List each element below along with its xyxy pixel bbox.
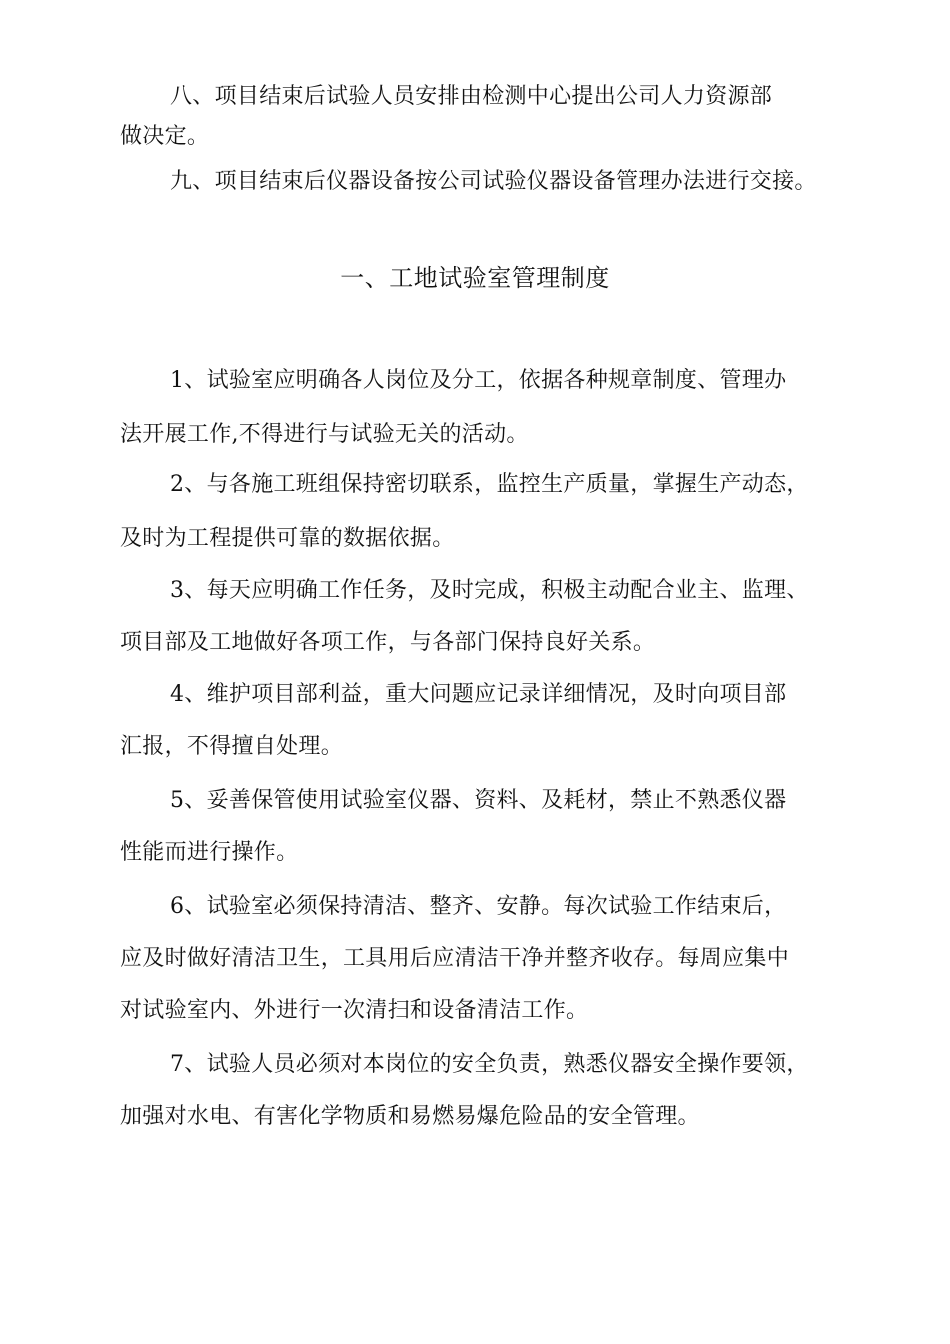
- item-8-line-1: 八、项目结束后试验人员安排由检测中心提出公司人力资源部: [170, 84, 773, 109]
- rule-5-line-1: 5、妥善保管使用试验室仪器、资料、及耗材，禁止不熟悉仪器: [170, 788, 787, 813]
- rule-4-line-2: 汇报，不得擅自处理。: [120, 734, 344, 759]
- rule-3-line-1: 3、每天应明确工作任务，及时完成，积极主动配合业主、监理、: [170, 578, 809, 603]
- rule-3-line-2: 项目部及工地做好各项工作，与各部门保持良好关系。: [120, 630, 656, 655]
- rule-7-line-2: 加强对水电、有害化学物质和易燃易爆危险品的安全管理。: [120, 1104, 700, 1129]
- rule-6-line-2: 应及时做好清洁卫生，工具用后应清洁干净并整齐收存。每周应集中: [120, 946, 790, 971]
- item-8-line-2: 做决定。: [120, 124, 210, 149]
- rule-4-line-1: 4、维护项目部利益，重大问题应记录详细情况，及时向项目部: [170, 682, 787, 707]
- rule-5-line-2: 性能而进行操作。: [120, 840, 299, 865]
- rule-2-line-2: 及时为工程提供可靠的数据依据。: [120, 526, 455, 551]
- rule-1-line-1: 1、试验室应明确各人岗位及分工，依据各种规章制度、管理办: [170, 368, 787, 393]
- rule-6-line-3: 对试验室内、外进行一次清扫和设备清洁工作。: [120, 998, 589, 1023]
- section-title: 一、工地试验室管理制度: [340, 264, 610, 292]
- rule-6-line-1: 6、试验室必须保持清洁、整齐、安静。每次试验工作结束后，: [170, 894, 787, 919]
- rule-2-line-1: 2、与各施工班组保持密切联系，监控生产质量，掌握生产动态，: [170, 472, 809, 497]
- item-9-line-1: 九、项目结束后仪器设备按公司试验仪器设备管理办法进行交接。: [170, 169, 817, 194]
- rule-7-line-1: 7、试验人员必须对本岗位的安全负责，熟悉仪器安全操作要领，: [170, 1052, 809, 1077]
- rule-1-line-2: 法开展工作,不得进行与试验无关的活动。: [120, 422, 529, 447]
